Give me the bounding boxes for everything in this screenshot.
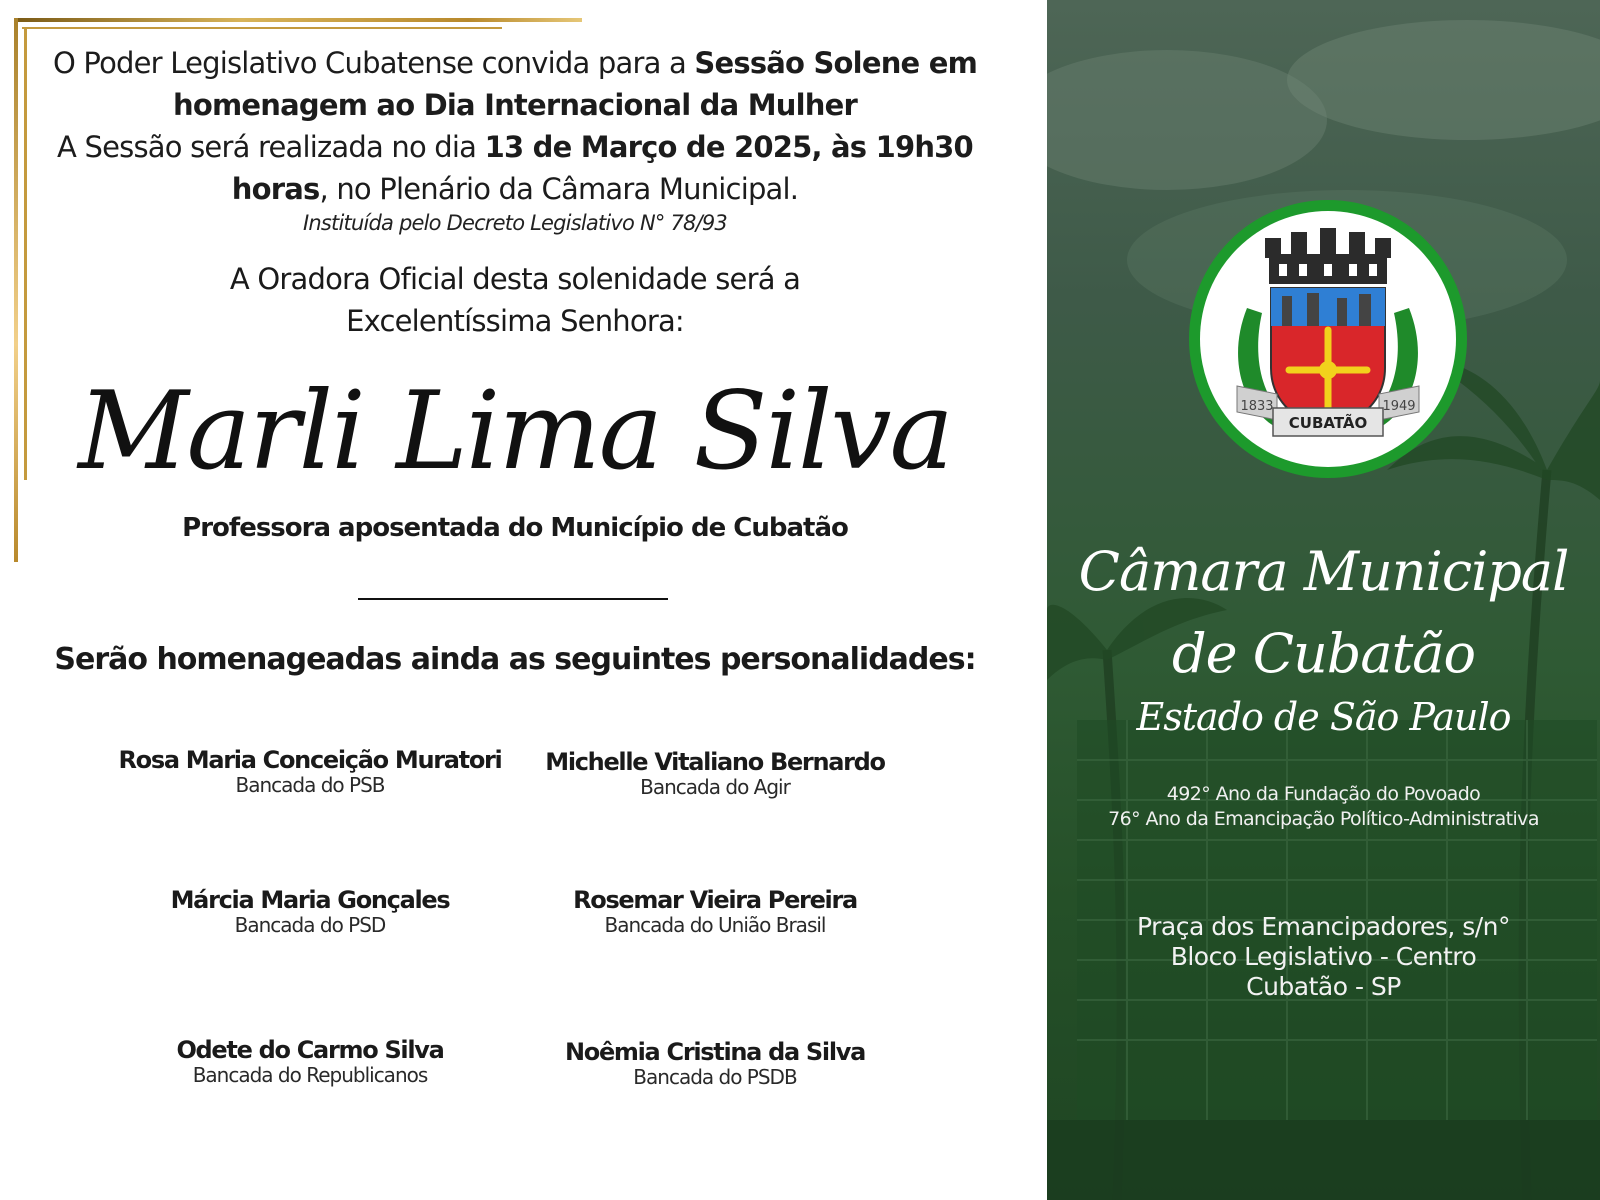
honoree-name: Rosa Maria Conceição Muratori xyxy=(118,746,502,774)
honoree-name: Odete do Carmo Silva xyxy=(176,1036,444,1064)
location-text: , no Plenário da Câmara Municipal. xyxy=(319,172,799,206)
speaker-intro xyxy=(40,258,990,342)
honoree-party: Bancada do PSD xyxy=(234,913,386,937)
intro-text: O Poder Legislativo Cubatense convida para a xyxy=(52,46,695,80)
honoree-name: Noêmia Cristina da Silva xyxy=(564,1038,866,1066)
seal-banner-text: CUBATÃO xyxy=(1288,414,1368,432)
honoree-2 xyxy=(505,748,925,798)
honoree-1 xyxy=(100,746,520,796)
divider-line xyxy=(358,598,668,600)
speaker-intro-line1: A Oradora Oficial desta solenidade será a xyxy=(229,262,801,296)
honoree-party: Bancada do União Brasil xyxy=(604,913,826,937)
seal-year-left: 1833 xyxy=(1240,399,1274,414)
city-seal xyxy=(1187,198,1469,480)
seal-year-right: 1949 xyxy=(1382,399,1416,414)
speaker-name: Marli Lima Silva xyxy=(78,369,952,494)
speaker-profession: Professora aposentada do Município de Cubatão xyxy=(182,513,848,543)
foundation-anniversary: 492° Ano da Fundação do Povoado xyxy=(1166,783,1481,805)
address-line1: Praça dos Emancipadores, s/n° xyxy=(1136,912,1511,941)
honoree-party: Bancada do Republicanos xyxy=(192,1063,428,1087)
session-datetime: 13 de Março de 2025, às 19h30 horas xyxy=(231,130,973,206)
address-block xyxy=(1047,912,1600,1002)
session-title: Sessão Solene em homenagem ao Dia Internacional da Mulher xyxy=(173,46,977,122)
state-title: Estado de São Paulo xyxy=(1136,695,1511,739)
anniversary-info xyxy=(1047,782,1600,832)
honoree-6 xyxy=(505,1038,925,1088)
speaker-name-script xyxy=(40,350,990,500)
honoree-name: Rosemar Vieira Pereira xyxy=(573,886,857,914)
chamber-title-line1: Câmara Municipal xyxy=(1078,540,1569,603)
invitation-content xyxy=(40,0,990,1200)
chamber-panel xyxy=(1047,0,1600,1200)
address-line3: Cubatão - SP xyxy=(1246,972,1401,1001)
honoree-party: Bancada do PSDB xyxy=(633,1065,797,1089)
honorees-title: Serão homenageadas ainda as seguintes personalidades: xyxy=(54,642,976,677)
honoree-party: Bancada do Agir xyxy=(640,775,790,799)
honoree-4 xyxy=(505,886,925,936)
speaker-intro-line2: Excelentíssima Senhora: xyxy=(346,304,684,338)
chamber-title-line2: de Cubatão xyxy=(1172,622,1475,685)
honoree-name: Márcia Maria Gonçales xyxy=(170,886,450,914)
emancipation-anniversary: 76° Ano da Emancipação Político-Administrativa xyxy=(1108,808,1539,830)
address-line2: Bloco Legislativo - Centro xyxy=(1170,942,1477,971)
honoree-3 xyxy=(100,886,520,936)
honoree-party: Bancada do PSB xyxy=(235,773,385,797)
invitation-intro xyxy=(40,42,990,210)
gold-frame-left-inner xyxy=(24,27,27,480)
gold-frame-left xyxy=(14,18,18,562)
honoree-5 xyxy=(100,1036,520,1086)
honoree-name: Michelle Vitaliano Bernardo xyxy=(545,748,885,776)
decree-note: Instituída pelo Decreto Legislativo N° 78/93 xyxy=(303,211,727,235)
date-text: A Sessão será realizada no dia xyxy=(57,130,485,164)
